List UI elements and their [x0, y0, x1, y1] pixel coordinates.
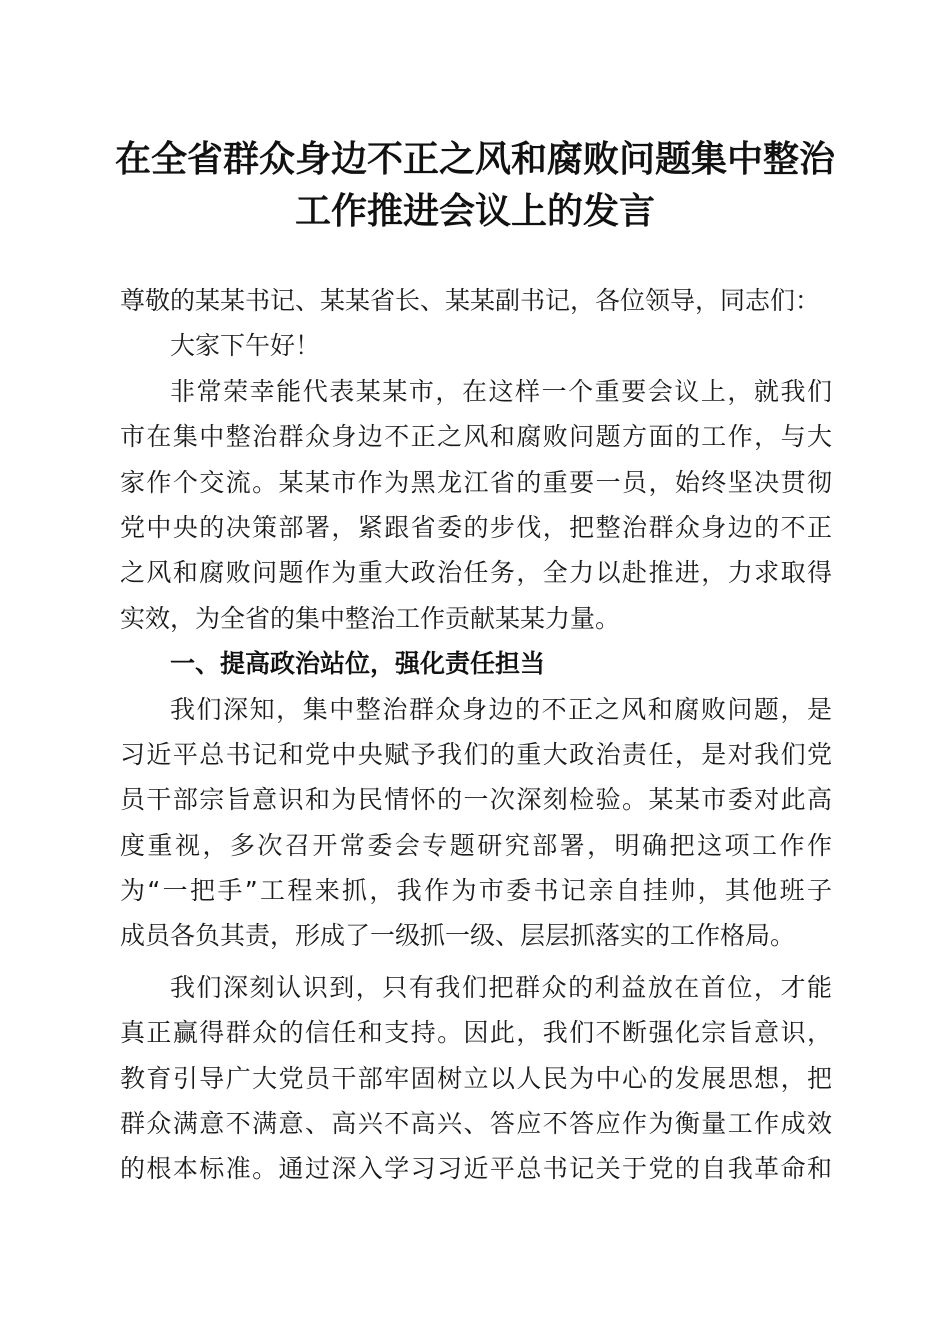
- greeting: 大家下午好！: [170, 331, 321, 361]
- paragraph-2: [120, 687, 832, 959]
- paragraph-line: 员干部宗旨意识和为民情怀的一次深刻检验。某某市委对此高: [120, 785, 832, 815]
- paragraph-line: 我们深知，集中整治群众身边的不正之风和腐败问题，是: [170, 694, 832, 724]
- paragraph-line: 党中央的决策部署，紧跟省委的步伐，把整治群众身边的不正: [120, 512, 832, 542]
- document-body: [120, 278, 832, 1192]
- title-line-1: 在全省群众身边不正之风和腐败问题集中整治: [114, 138, 835, 180]
- paragraph-line: 为“一把手”工程来抓，我作为市委书记亲自挂帅，其他班子: [120, 876, 832, 906]
- paragraph-line: 实效，为全省的集中整治工作贡献某某力量。: [120, 603, 621, 633]
- document-title: [110, 133, 840, 237]
- paragraph-line: 之风和腐败问题作为重大政治任务，全力以赴推进，力求取得: [120, 558, 832, 588]
- paragraph-line: 非常荣幸能代表某某市，在这样一个重要会议上，就我们: [170, 376, 832, 406]
- paragraph-1: [120, 369, 832, 641]
- paragraph-line: 真正赢得群众的信任和支持。因此，我们不断强化宗旨意识，: [120, 1018, 832, 1048]
- paragraph-line: 群众满意不满意、高兴不高兴、答应不答应作为衡量工作成效: [120, 1109, 832, 1139]
- paragraph-3: [120, 965, 832, 1192]
- paragraph-line: 教育引导广大党员干部牢固树立以人民为中心的发展思想，把: [120, 1063, 832, 1093]
- paragraph-line: 家作个交流。某某市作为黑龙江省的重要一员，始终坚决贯彻: [120, 467, 832, 497]
- paragraph-line: 习近平总书记和党中央赋予我们的重大政治责任，是对我们党: [120, 739, 832, 769]
- paragraph-line: 的根本标准。通过深入学习习近平总书记关于党的自我革命和: [120, 1154, 832, 1184]
- paragraph-line: 我们深刻认识到，只有我们把群众的利益放在首位，才能: [170, 972, 832, 1002]
- salutation: 尊敬的某某书记、某某省长、某某副书记，各位领导，同志们：: [120, 286, 821, 315]
- paragraph-line: 市在集中整治群众身边不正之风和腐败问题方面的工作，与大: [120, 422, 832, 452]
- section-heading: 一、提高政治站位，强化责任担当: [170, 649, 546, 679]
- paragraph-line: 成员各负其责，形成了一级抓一级、层层抓落实的工作格局。: [120, 921, 796, 951]
- title-line-2: 工作推进会议上的发言: [294, 190, 655, 232]
- paragraph-line: 度重视，多次召开常委会专题研究部署，明确把这项工作作: [120, 830, 832, 860]
